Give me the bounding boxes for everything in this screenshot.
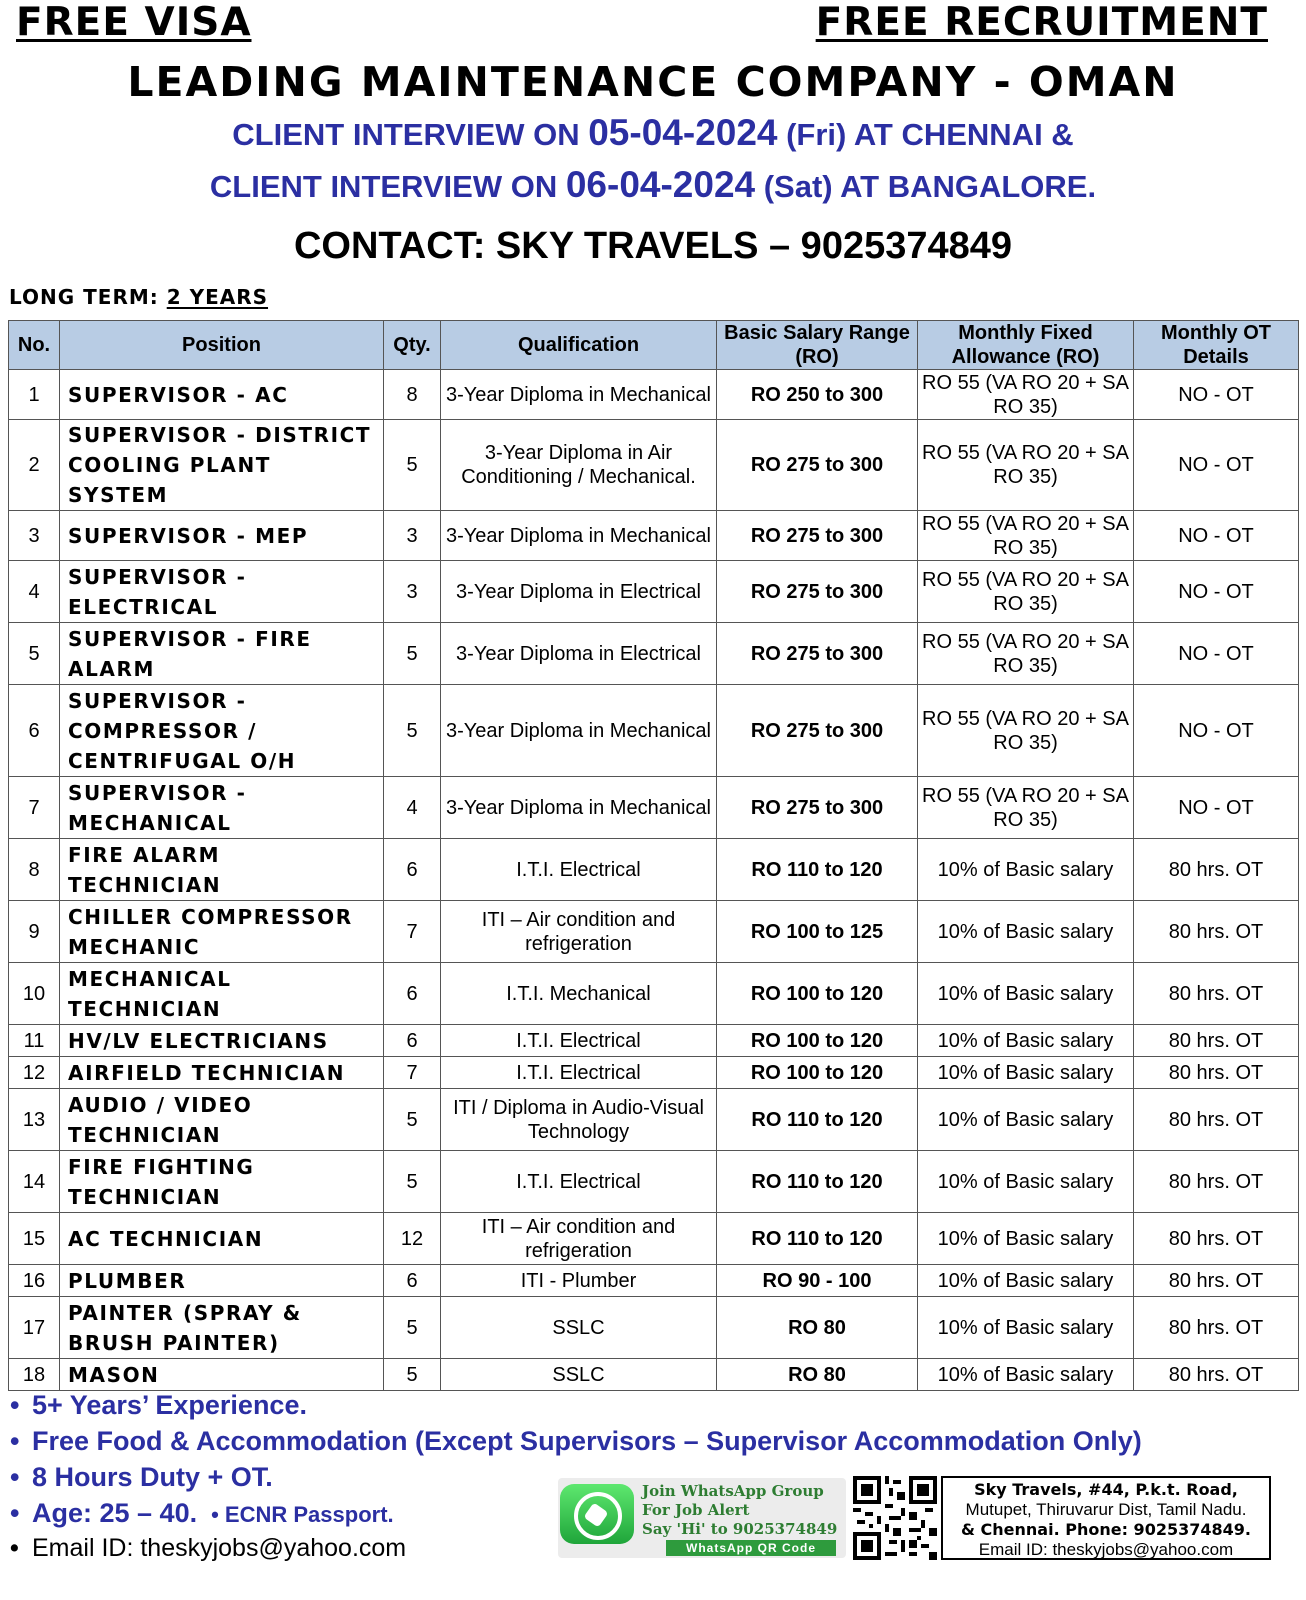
cell-allowance: RO 55 (VA RO 20 + SA RO 35) — [918, 623, 1134, 685]
interview-chennai-date: 05-04-2024 — [588, 112, 778, 153]
whatsapp-banner[interactable] — [558, 1478, 846, 1558]
cell-ot: 80 hrs. OT — [1134, 839, 1299, 901]
cell-no: 8 — [9, 839, 60, 901]
cell-allowance: 10% of Basic salary — [918, 1359, 1134, 1391]
cell-salary: RO 275 to 300 — [717, 623, 918, 685]
cell-qualification: SSLC — [441, 1297, 717, 1359]
cell-qualification: I.T.I. Electrical — [441, 1025, 717, 1057]
cell-position: AC TECHNICIAN — [60, 1213, 384, 1265]
email-text[interactable]: Email ID: theskyjobs@yahoo.com — [32, 1534, 407, 1562]
cell-salary: RO 275 to 300 — [717, 511, 918, 561]
cell-position: SUPERVISOR - ELECTRICAL — [60, 561, 384, 623]
cell-position: SUPERVISOR - COMPRESSOR / CENTRIFUGAL O/H — [60, 685, 384, 777]
cell-ot: 80 hrs. OT — [1134, 1265, 1299, 1297]
cell-no: 17 — [9, 1297, 60, 1359]
table-header-row — [9, 321, 1299, 370]
cell-salary: RO 275 to 300 — [717, 561, 918, 623]
whatsapp-icon — [560, 1484, 634, 1544]
cell-qty: 5 — [384, 1359, 441, 1391]
list-item: • Free Food & Accommodation (Except Supervisors – Supervisor Accommodation Only) — [10, 1426, 1142, 1456]
cell-qty: 7 — [384, 901, 441, 963]
cell-no: 10 — [9, 963, 60, 1025]
cell-position: HV/LV ELECTRICIANS — [60, 1025, 384, 1057]
cell-position: FIRE ALARM TECHNICIAN — [60, 839, 384, 901]
cell-ot: 80 hrs. OT — [1134, 1151, 1299, 1213]
table-row — [9, 561, 1299, 623]
cell-qualification: I.T.I. Mechanical — [441, 963, 717, 1025]
qr-code-icon[interactable] — [852, 1476, 938, 1560]
cell-position: PAINTER (SPRAY & BRUSH PAINTER) — [60, 1297, 384, 1359]
passport-text: ECNR Passport. — [224, 1502, 394, 1527]
cell-position: PLUMBER — [60, 1265, 384, 1297]
header-position: Position — [60, 321, 384, 370]
cell-no: 11 — [9, 1025, 60, 1057]
header-qty: Qty. — [384, 321, 441, 370]
cell-allowance: 10% of Basic salary — [918, 901, 1134, 963]
free-recruitment-heading: FREE RECRUITMENT — [815, 0, 1268, 45]
cell-allowance: RO 55 (VA RO 20 + SA RO 35) — [918, 370, 1134, 420]
cell-salary: RO 275 to 300 — [717, 420, 918, 511]
table-row — [9, 1213, 1299, 1265]
cell-ot: 80 hrs. OT — [1134, 1025, 1299, 1057]
table-row — [9, 1025, 1299, 1057]
cell-no: 9 — [9, 901, 60, 963]
header-no: No. — [9, 321, 60, 370]
cell-allowance: 10% of Basic salary — [918, 1089, 1134, 1151]
header-qualification: Qualification — [441, 321, 717, 370]
cell-ot: NO - OT — [1134, 420, 1299, 511]
duty-text: 8 Hours Duty + OT. — [32, 1462, 273, 1492]
cell-qualification: ITI – Air condition and refrigeration — [441, 901, 717, 963]
cell-position: SUPERVISOR - AC — [60, 370, 384, 420]
cell-ot: 80 hrs. OT — [1134, 901, 1299, 963]
interview-bangalore-post: (Sat) AT BANGALORE. — [755, 169, 1097, 204]
cell-salary: RO 110 to 120 — [717, 839, 918, 901]
food-text: Free Food & Accommodation (Except Supervisors – Supervisor Accommodation Only) — [32, 1426, 1142, 1456]
table-row — [9, 777, 1299, 839]
address-box — [941, 1476, 1271, 1560]
cell-no: 2 — [9, 420, 60, 511]
term-label: LONG TERM: — [9, 285, 167, 309]
cell-ot: 80 hrs. OT — [1134, 1359, 1299, 1391]
cell-position: MASON — [60, 1359, 384, 1391]
table-row — [9, 901, 1299, 963]
interview-bangalore-date: 06-04-2024 — [565, 164, 756, 205]
cell-qty: 6 — [384, 1265, 441, 1297]
list-item: • Age: 25 – 40. • ECNR Passport. — [10, 1498, 394, 1528]
header-allowance: Monthly Fixed Allowance (RO) — [918, 321, 1134, 370]
table-row — [9, 623, 1299, 685]
cell-salary: RO 110 to 120 — [717, 1151, 918, 1213]
cell-ot: 80 hrs. OT — [1134, 1057, 1299, 1089]
cell-qty: 5 — [384, 685, 441, 777]
whatsapp-qr-label: WhatsApp QR Code — [666, 1540, 836, 1556]
cell-qualification: 3-Year Diploma in Mechanical — [441, 511, 717, 561]
cell-allowance: 10% of Basic salary — [918, 1057, 1134, 1089]
table-row — [9, 511, 1299, 561]
address-line-1: Sky Travels, #44, P.k.t. Road, — [974, 1480, 1238, 1499]
cell-qty: 5 — [384, 1089, 441, 1151]
cell-allowance: 10% of Basic salary — [918, 1213, 1134, 1265]
cell-position: CHILLER COMPRESSOR MECHANIC — [60, 901, 384, 963]
cell-ot: NO - OT — [1134, 561, 1299, 623]
cell-qualification: 3-Year Diploma in Mechanical — [441, 370, 717, 420]
cell-salary: RO 90 - 100 — [717, 1265, 918, 1297]
address-line-4[interactable]: Email ID: theskyjobs@yahoo.com — [978, 1540, 1234, 1559]
cell-position: AUDIO / VIDEO TECHNICIAN — [60, 1089, 384, 1151]
cell-qty: 6 — [384, 963, 441, 1025]
table-row — [9, 1089, 1299, 1151]
list-item: • 8 Hours Duty + OT. — [10, 1462, 273, 1492]
cell-qty: 3 — [384, 511, 441, 561]
cell-no: 14 — [9, 1151, 60, 1213]
cell-ot: NO - OT — [1134, 623, 1299, 685]
cell-salary: RO 250 to 300 — [717, 370, 918, 420]
cell-qualification: 3-Year Diploma in Electrical — [441, 623, 717, 685]
cell-qualification: 3-Year Diploma in Mechanical — [441, 777, 717, 839]
cell-salary: RO 275 to 300 — [717, 685, 918, 777]
cell-no: 6 — [9, 685, 60, 777]
cell-allowance: RO 55 (VA RO 20 + SA RO 35) — [918, 685, 1134, 777]
jobs-table — [8, 320, 1299, 1391]
cell-position: MECHANICAL TECHNICIAN — [60, 963, 384, 1025]
cell-no: 1 — [9, 370, 60, 420]
long-term — [9, 285, 268, 309]
cell-qty: 3 — [384, 561, 441, 623]
table-row — [9, 839, 1299, 901]
cell-ot: NO - OT — [1134, 685, 1299, 777]
cell-no: 16 — [9, 1265, 60, 1297]
cell-salary: RO 275 to 300 — [717, 777, 918, 839]
cell-no: 18 — [9, 1359, 60, 1391]
cell-position: AIRFIELD TECHNICIAN — [60, 1057, 384, 1089]
cell-qty: 4 — [384, 777, 441, 839]
table-row — [9, 1359, 1299, 1391]
cell-qualification: I.T.I. Electrical — [441, 839, 717, 901]
cell-qty: 7 — [384, 1057, 441, 1089]
cell-qty: 8 — [384, 370, 441, 420]
cell-salary: RO 110 to 120 — [717, 1089, 918, 1151]
cell-no: 4 — [9, 561, 60, 623]
cell-qualification: I.T.I. Electrical — [441, 1057, 717, 1089]
cell-allowance: 10% of Basic salary — [918, 1297, 1134, 1359]
header-ot: Monthly OT Details — [1134, 321, 1299, 370]
cell-allowance: RO 55 (VA RO 20 + SA RO 35) — [918, 561, 1134, 623]
cell-allowance: 10% of Basic salary — [918, 1265, 1134, 1297]
cell-no: 13 — [9, 1089, 60, 1151]
cell-qualification: 3-Year Diploma in Mechanical — [441, 685, 717, 777]
interview-chennai-post: (Fri) AT CHENNAI & — [777, 117, 1074, 152]
cell-position: FIRE FIGHTING TECHNICIAN — [60, 1151, 384, 1213]
cell-salary: RO 80 — [717, 1359, 918, 1391]
age-text: Age: 25 – 40. — [32, 1498, 198, 1528]
header-basic-salary: Basic Salary Range (RO) — [717, 321, 918, 370]
cell-ot: 80 hrs. OT — [1134, 1297, 1299, 1359]
table-row — [9, 685, 1299, 777]
experience-text: 5+ Years’ Experience. — [32, 1390, 307, 1420]
table-row — [9, 1057, 1299, 1089]
cell-salary: RO 100 to 125 — [717, 901, 918, 963]
interview-chennai-pre: CLIENT INTERVIEW ON — [232, 117, 589, 152]
cell-no: 5 — [9, 623, 60, 685]
cell-qty: 12 — [384, 1213, 441, 1265]
cell-no: 3 — [9, 511, 60, 561]
whatsapp-text: Join WhatsApp Group For Job Alert Say 'Hi' to 9025374849 — [642, 1482, 838, 1538]
interview-bangalore-pre: CLIENT INTERVIEW ON — [209, 169, 566, 204]
cell-qualification: ITI / Diploma in Audio-Visual Technology — [441, 1089, 717, 1151]
cell-qualification: ITI – Air condition and refrigeration — [441, 1213, 717, 1265]
cell-qty: 5 — [384, 623, 441, 685]
interview-bangalore — [0, 164, 1306, 206]
cell-allowance: RO 55 (VA RO 20 + SA RO 35) — [918, 511, 1134, 561]
cell-qty: 6 — [384, 839, 441, 901]
cell-position: SUPERVISOR - MECHANICAL — [60, 777, 384, 839]
cell-no: 7 — [9, 777, 60, 839]
contact-line: CONTACT: SKY TRAVELS – 9025374849 — [293, 225, 1013, 267]
cell-salary: RO 100 to 120 — [717, 1057, 918, 1089]
list-item: • 5+ Years’ Experience. — [10, 1390, 307, 1420]
cell-allowance: 10% of Basic salary — [918, 839, 1134, 901]
cell-qualification: I.T.I. Electrical — [441, 1151, 717, 1213]
cell-ot: NO - OT — [1134, 511, 1299, 561]
cell-salary: RO 80 — [717, 1297, 918, 1359]
cell-position: SUPERVISOR - DISTRICT COOLING PLANT SYSTEM — [60, 420, 384, 511]
cell-ot: 80 hrs. OT — [1134, 963, 1299, 1025]
cell-qualification: 3-Year Diploma in Air Conditioning / Mechanical. — [441, 420, 717, 511]
cell-salary: RO 110 to 120 — [717, 1213, 918, 1265]
term-value: 2 YEARS — [166, 285, 269, 309]
cell-ot: NO - OT — [1134, 777, 1299, 839]
table-row — [9, 1151, 1299, 1213]
cell-qty: 5 — [384, 1151, 441, 1213]
cell-qty: 5 — [384, 420, 441, 511]
interview-chennai — [0, 112, 1306, 154]
cell-allowance: RO 55 (VA RO 20 + SA RO 35) — [918, 420, 1134, 511]
cell-allowance: 10% of Basic salary — [918, 963, 1134, 1025]
cell-qty: 5 — [384, 1297, 441, 1359]
cell-qty: 6 — [384, 1025, 441, 1057]
cell-salary: RO 100 to 120 — [717, 963, 918, 1025]
cell-position: SUPERVISOR - FIRE ALARM — [60, 623, 384, 685]
address-line-3: & Chennai. Phone: 9025374849. — [961, 1520, 1251, 1539]
address-line-2: Mutupet, Thiruvarur Dist, Tamil Nadu. — [965, 1500, 1247, 1519]
cell-allowance: RO 55 (VA RO 20 + SA RO 35) — [918, 777, 1134, 839]
free-visa-heading: FREE VISA — [16, 0, 252, 45]
cell-allowance: 10% of Basic salary — [918, 1151, 1134, 1213]
cell-ot: NO - OT — [1134, 370, 1299, 420]
table-row — [9, 420, 1299, 511]
cell-position: SUPERVISOR - MEP — [60, 511, 384, 561]
cell-no: 12 — [9, 1057, 60, 1089]
cell-qualification: SSLC — [441, 1359, 717, 1391]
cell-no: 15 — [9, 1213, 60, 1265]
list-item: • Email ID: theskyjobs@yahoo.com — [10, 1534, 407, 1562]
table-row — [9, 963, 1299, 1025]
cell-ot: 80 hrs. OT — [1134, 1213, 1299, 1265]
table-row — [9, 370, 1299, 420]
cell-qualification: 3-Year Diploma in Electrical — [441, 561, 717, 623]
page-title: LEADING MAINTENANCE COMPANY - OMAN — [127, 58, 1179, 106]
table-row — [9, 1297, 1299, 1359]
cell-ot: 80 hrs. OT — [1134, 1089, 1299, 1151]
cell-salary: RO 100 to 120 — [717, 1025, 918, 1057]
cell-qualification: ITI - Plumber — [441, 1265, 717, 1297]
table-row — [9, 1265, 1299, 1297]
cell-allowance: 10% of Basic salary — [918, 1025, 1134, 1057]
